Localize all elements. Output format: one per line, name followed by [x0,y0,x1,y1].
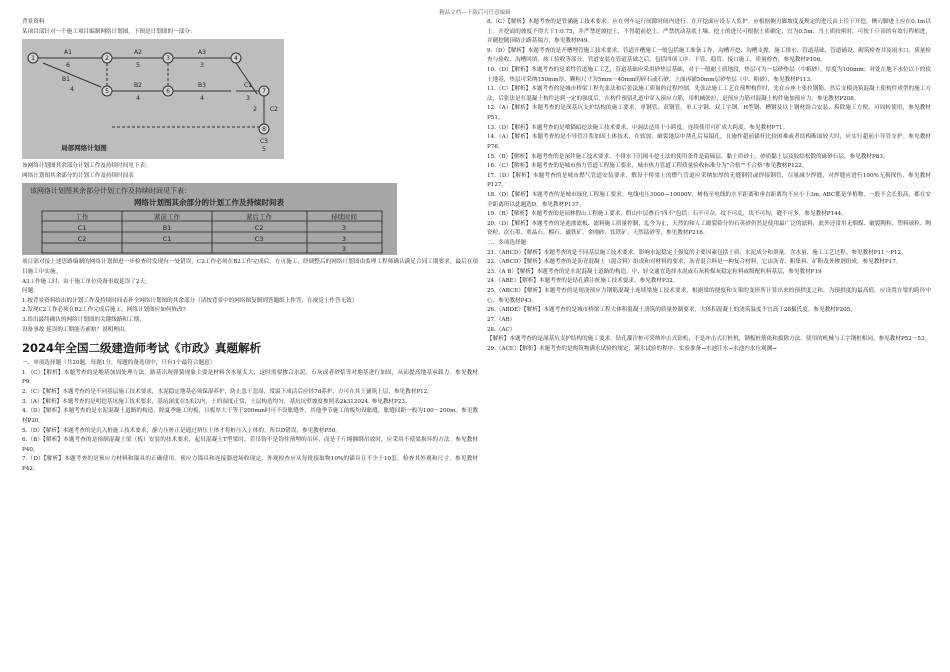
answer-item: 2.（C）【解析】本题考查的是不同基层施工技术要求，水泥稳定地基必须保湿养护，防止忽干忽湿，常温下成活后应经7d养护，方可在其上铺筑上层，参见教材P12。 [22,389,433,396]
photo-title: 该网络计划图其余部分计划工作及持续时间见下表： [30,187,191,196]
table-header: 紧前工作 [154,213,180,222]
activity-name: B2 [134,82,142,90]
answer-item: 5.（D）【解析】本题考查的是沉入桩施工技术要求，静力压桩正是通过挤压土体才将桩压入土体的。所以D错误，参见教材P50。 [22,427,341,434]
question: 3.给出最终确认的网络计划图的关键线路和工期。 [22,317,145,324]
background-label: 背景资料 [22,19,45,25]
activity-name: A3 [198,49,206,57]
activity-duration: 4 [70,86,74,94]
answer-item: 8.（C）【解析】本题考查的是管涵施工技术要求。应在列车运行间隙时间内进行。在开挖面应设专人监护。应根据侧刃脚坡度及规定的进尺由上往下开挖，侧刃脚进土应在0.1m以上。开挖面的坡度不得大于1:0.75，并严禁逆坡挖土，不得超前挖土。严禁扰动基底土壤，挖土的进尺可根据土质确定，宜为0.5m；当土质较密时，可按千斤顶的有效行程相进，并随挖随顶防止路基塌方，参见教材P49。 [487,19,931,45]
answer-item: 9.（D）【解析】本题考查的是开槽埋管施工技术要求，管道开槽施工一般包括施工准备工作，沟槽开挖、沟槽支撑、施工排水、管道基础、管道铺设、砌筑检查井及雨水口、质量检查与验收、沟槽回填、竣工验收等部分，管道安装在管道基础之后，包括四项工序：下管、稳管、接口施工、质量检查，参见教材P106。 [487,47,931,64]
diagram-caption: 局部网络计划图 [61,144,107,153]
section-heading: 一、单项选择题（共20题，每题1分，每题的备选项中，只有1个最符合题意） [22,360,216,367]
diagram-node: 3 [166,55,170,63]
diagram-node: 5 [105,88,109,96]
table-cell: C1 [77,224,87,233]
page-header: 精品文档---下载后可任意编辑 [439,10,511,16]
table-cell: 3 [341,224,347,233]
answer-item: 11.（C）【解析】本题考查的是城市桥梁工程先张法和后张法施工质量的过程控制，先张法施工工艺在预埋构件时，先在台座上张拉钢筋，然后支模浇筑混凝土使构件成型的施工方法，后张法是在混凝土构件达到一定的强度后，在构件预留孔道中穿入预应力筋，用机械张拉，是预应力筋对混凝土构件施加预应力，参见教材P208。 [487,86,931,102]
answer-item: 19.（B）【解析】本题考查的是园林假山工程施工要求，假山中层叠石"四不"包括：石不可杂，纹不可乱，块不可均，缝不可多，参见教材P144。 [487,211,847,218]
answer-item: 3.（A）【解析】本题考查的是明挖基坑施工技术要求，基坑深度在5米以内，土的湿度正常，土层构造均匀，基坑坑壁坡度参照表2k312024. 参见教材P23。 [22,398,411,405]
answer-item: 28.（AC） [487,326,516,333]
activity-duration: 4 [200,95,204,103]
activity-name: C1 [243,82,253,90]
table-header: 紧后工作 [246,213,272,222]
activity-duration: 3 [200,62,204,70]
paragraph: A3工作施工时，由于施工单位设备事故延误了2天。 [22,278,151,285]
activity-name: B1 [62,76,70,84]
diagram-node: 4 [234,55,238,63]
network-diagram-photo [22,39,284,159]
answer-item: 15.（B）【解析】本题考查的是深井施工技术要求，不排水下沉揭斗挖土法的使用条件是留硫层、黏土质砂土、砂质黏土层及胶结松散的砾砂石层，参见教材P83。 [487,153,889,160]
duration-table [22,183,397,255]
paragraph: 项目部对接上述思路编制的网络计划图进一步检查时发现有一处错误，C2工作必须在B2工作完成后，方可施工，经调整后的网络计划图由监理工程师确认满足合同工期要求，最后在项目施工中实施。 [22,259,478,276]
answer-item: 20.（D）【解析】本题考查的是池渗滤板、滤料施工质量控制，迄今为止，天然的和人工破裂筛分的石英砂仍然是使用最广泛的滤料，此外还常用无烟煤、破裂陶粒、塑料球粒、陶瓷粒、次石墨、重晶石、榴石、磁铁矿、金刚砂、钛铁矿、天然锰砂等，参见教材P216。 [487,220,931,237]
activity-duration: 5 [136,62,140,70]
table-cell: C2 [77,235,87,244]
activity-duration: 5 [262,146,266,154]
answer-item: 10.（D）【解析】本题考查的是柔性管道施工工艺，管道基础应采用砂垫层基础，对于一般耐土质地段，垫层可为一层砂垫层（中粗砂），厚度为100mm；对处在地下水位以下的软土地基，垫层可采纳150mm厚、颗粒尺寸为5mm～40mm的碎石或石砂，上面再铺50mm层砂垫层（中、粗砂），参见教材P113。 [487,67,931,83]
table-cell: B1 [162,224,172,233]
table-header: 工作 [75,213,89,222]
table-header: 持续时间 [331,213,357,222]
diagram-node: 6 [166,88,170,96]
table-cell: C2 [254,224,264,233]
answer-item: 13.（D）【解析】本题考查的是喷锚暗挖法施工技术要求，中洞法适用于小跨度，连续使用可扩成大跨度。参见教材P71。 [487,124,789,131]
answer-item: 24.（ABE）【解析】本题考查的是钻孔灌注桩施工技术要求，参见教材P32。 [487,278,679,285]
paragraph: 网络计划图其余部分的计划工作及持续时间表 [22,172,134,179]
activity-name: B3 [198,82,206,90]
answer-item: 【解析】本题考查的是深基坑支护结构的施工要求，钻孔灌注桩可采纳冲击式钻机，不是冲击式打桩机，钢板桩筋依和拔除方法、使用的机械与工字钢桩相同，参见教材P52～53。 [487,336,931,343]
diagram-node: 2 [105,55,109,63]
answer-item: 1.（C）【解析】本题考查的是地基加固处理方法，路基出现弹簧现象主要是材料含水量太大，这时需要掺合水泥、石灰或者砂浆等对地基进行加固，从而提高地基承载力。参见教材P9。 [22,369,478,386]
section-heading: 二、多项选择题 [487,240,527,247]
paragraph: 该网络计划图其余部分计划工作及持续时间见下表： [22,163,151,170]
answer-item: 23.（A B）【解析】本题考查的是水泥混凝土道路的构造，中、轻交通宜选择水泥或石灰粉煤灰稳定粒料或级配粒料基层，参见教材P19 [487,268,822,275]
diagram-node: 7 [262,88,266,96]
diagram-node: 8 [262,126,266,134]
answer-item: 27.（AB） [487,316,516,323]
section-title: 2024年全国二级建造师考试《市政》真题解析 [22,341,262,356]
table-cell: 3 [341,245,347,254]
answer-item: 7.（D）【解析】本题考查的是预应力材料和锚具的正确使用。预应力锚具和连接器进场收现定，外观检查应从每批接取物10%的锚具且不少于10套，检查其外观和尺寸，参见教材P42。 [22,456,478,472]
activity-name: C2 [269,106,279,114]
paragraph: 问题： [22,288,39,295]
answer-item: 22.（ABCD）【解析】本题考查的是沥青混凝土（混合料）组成和对材料的要求，沥青混合料是一种复合材料，它由沥青、粗集料、矿粉及外掺剂组成。参见教材P17。 [487,259,902,266]
table-title: 网络计划图其余部分的计划工作及持续时间表 [134,198,284,208]
question: 设备事故 延误的工期能否索赔？说明理由。 [22,326,131,333]
activity-name: A2 [134,49,142,57]
answer-item: 21.（ABCD）【解析】本题考查的是不同基层施工技术要求，影响水泥稳定土强度的主要因素包括土质、水泥成分和剂量、含水量、施工工艺过程。参见教材P11～P12。 [487,249,907,256]
question: 1.按背景资料给出的计划工作及持续时间表补全网络计划图的其余部分（请按背景中的网络图复制到答题纸上作答，在视觉上作答无效） [22,297,358,304]
question: 2.发现C2工作必须在B2工作完成后施工，网络计划图应如何修改? [22,307,186,314]
activity-name: C3 [259,138,269,146]
answer-item: 17.（D）【解析】本题考查的是城市燃气管道安装要求，敷设于桥梁上的燃气管道应采纳加厚的无缝钢管或焊接钢管，尽量减少焊缝，对焊缝应进行100%无损探伤，参见教材P127。 [487,172,931,189]
answer-item: 16.（C）【解析】本题考查的是城市热力管道工程施工要求，城市热力管道工程质量验收标准分为"合格""不合格"参见教材P122。 [487,163,808,170]
activity-duration: 4 [136,95,140,103]
activity-duration: 6 [66,62,70,70]
answer-item: 18.（D）【解析】本题考查的是城市绿化工程施工要求。电线电压3000—10000V，树枝至电线的水平距离和垂直距离均不应小于3m, ABC都是单植物，一般不会长很高，都在安全距离所以此题选D。参见教材P137。 [487,191,931,208]
diagram-node: 1 [31,55,35,63]
answer-item: 12.（A）【解析】本题考查的是深基坑支护结构的施工要求，单钢管、双钢管、单工字钢、双工字钢、H型钢、槽钢及以上钢材组合安装、拆除施工方便，可周转使用，参见教材P51。 [487,105,931,122]
network-diagram [22,39,284,159]
table-cell: C1 [162,235,172,244]
answer-item: 29.（ACE）【解析】本题考查的是构筑物满水试验的规定，满水试验的程序：实验准备→水池注水→水池内水位观测→ [487,345,777,352]
right-column [487,18,931,354]
activity-duration: 3 [246,95,250,103]
left-column [22,18,478,475]
answer-item: 4.（D）【解析】本题考查的是水泥混凝土道路的构造，除夏季施工的板，且板厚大于等于200mm时可不设胀缝外，其他季节施工的板均设胀缝，胀缝间距一般为100〜200m。参见教材P20。 [22,408,478,424]
activity-name: A1 [64,49,72,57]
table-cell: C3 [254,235,264,244]
table-photo [22,183,397,255]
activity-duration: 2 [253,106,257,114]
paragraph: 某项目部针对一个施工项目编制网络计划图，下图是计划图的一部分： [22,28,196,35]
answer-item: 26.（ABDE）【解析】本题考查的是城市桥梁工程大体积混凝土浇筑的质量控制要求，大体积混凝土的浇筑温度不宜高于28摄氏度。参见教材P205。 [487,307,856,314]
table-cell: 3 [341,235,347,244]
answer-item: 6.（B）【解析】本题考查的是预制混凝土梁（板）安装的技术要求，起吊混凝土T型梁时，若吊钩不是钩住预埋的吊环，而是千斤绳捆绑吊放时，应采用不使梁损坏的方法。参见教材P40。 [22,437,478,453]
answer-item: 14.（A）【解析】本题考查的是小导管注浆加固土体技术，在软弱、破裂地层中凿孔后易塌孔，且施作超前锚杆比较困难或者结构断面较大时，应实行超前小导管支护。参见教材P76。 [487,134,931,150]
answer-item: 25.（ABCE）【解析】本题考查的是现浇预应力钢筋混凝土连续梁施工技术要求，根据梁的挠度和支架的变形所计算出来的预拱度之和，为预拱度的最高值，应设置在梁的跨径中心，参见教材P43。 [487,288,931,304]
